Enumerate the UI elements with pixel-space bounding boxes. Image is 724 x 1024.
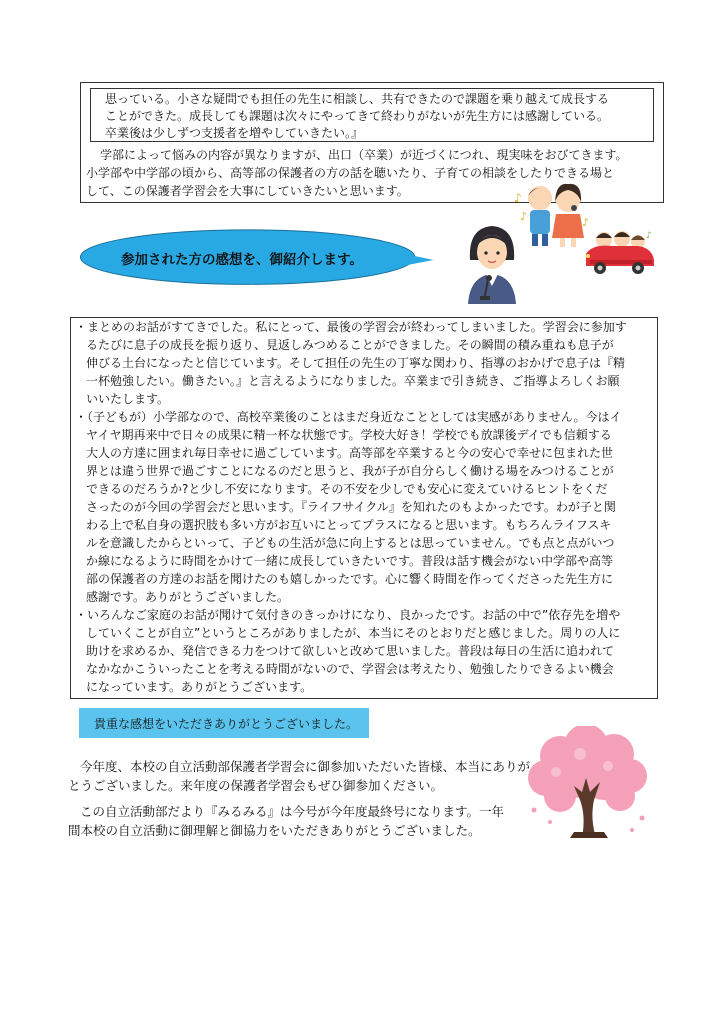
cherry-blossom-tree-icon: [520, 726, 654, 840]
impression-line: 一杯勉強したい。働きたい。』と言えるようになりました。卒業まで引き続き、ご指導よろしくお願: [86, 374, 620, 388]
impression-line: なかなかこういったことを考える時間がないので、学習会は考えたり、勉強したりできるよい機会: [86, 662, 614, 676]
impression-line: か線になるように時間をかけて一緒に成長していきたいです。普段は話す機会がない中学部や高等: [86, 554, 614, 568]
quote-line: 卒業後は少しずつ支援者を増やしていきたい。』: [105, 126, 364, 140]
closing-line: とうございました。来年度の保護者学習会もぜひ御参加ください。: [68, 778, 444, 793]
impression-line: 感謝です。ありがとうございました。: [86, 590, 290, 604]
impression-line: 界とは違う世界で過ごすことになるのだと思うと、我が子が自分らしく働ける場をみつけることが: [86, 464, 614, 478]
impression-line: できるのだろうか?と少し不安になります。その不安を少しでも安心に変えていけるヒントをくだ: [86, 482, 608, 496]
svg-text:♪: ♪: [646, 231, 652, 241]
impression-line: していくことが自立”というところがありましたが、本当にそのとおりだと感じました。周りの人に: [86, 626, 621, 640]
impression-line: 部の保護者の方達のお話を聞けたのも嬉しかったです。心に響く時間を作ってくださった先生方に: [86, 572, 614, 586]
thanks-banner-text: 貴重な感想をいただきありがとうございました。: [94, 717, 359, 731]
impression-line: ルを意識したからといって、子どもの生活が急に向上するとは思っていません。でも点と点がいつ: [86, 536, 615, 550]
intro-paragraph-line: 小学部や中学部の頃から、高等部の保護者の方の話を聴いたり、子育ての相談をしたりできる場と: [86, 166, 615, 180]
impression-line: になっています。ありがとうございます。: [86, 680, 313, 694]
quote-frame: [90, 88, 654, 142]
closing-line: 間本校の自立活動に御理解と御協力をいただきありがとうございました。: [68, 823, 481, 838]
impression-line: 助けを求めるか、発信できる力をつけて欲しいと改めて思いました。普段は毎日の生活に追われて: [86, 644, 615, 658]
impression-line: さったのが今回の学習会だと思います。『ライフサイクル』を知れたのもよかったです。わが子と関: [86, 500, 616, 514]
impression-line: ・まとめのお話がすてきでした。私にとって、最後の学習会が終わってしまいました。学習会に参加す: [75, 320, 627, 334]
quote-line: 思っている。小さな疑問でも担任の先生に相談し、共有できたので課題を乗り越えて成長する: [105, 92, 610, 106]
impression-line: ・（子どもが）小学部なので、高校卒業後のことはまだ身近なこととしては実感がありません。今はイ: [75, 410, 622, 424]
family-car-icon: [582, 226, 656, 276]
impression-line: わる上で私自身の選択肢も多い方がお互いにとってプラスになると思います。もちろんライフスキ: [86, 518, 612, 532]
impression-line: ・いろんなご家庭のお話が聞けて気付きのきっかけになり、良かったです。お話の中で”依存先を増や: [75, 608, 621, 622]
closing-line: この自立活動部だより『みるみる』は今号が今年度最終号になります。一年: [80, 804, 505, 819]
svg-text:♪: ♪: [520, 210, 528, 223]
singing-kids-icon: [512, 180, 592, 248]
bubble-heading: 参加された方の感想を、御紹介します。: [121, 252, 363, 268]
intro-paragraph-line: して、この保護者学習会を大事にしていきたいと思います。: [86, 184, 409, 198]
impression-line: るたびに息子の成長を振り返り、見返しみつめることができました。その瞬間の積み重ねも息子が: [86, 338, 614, 352]
intro-paragraph-line: 学部によって悩みの内容が異なりますが、出口（卒業）が近づくにつれ、現実味をおびてきます。: [100, 148, 628, 162]
closing-line: 今年度、本校の自立活動部保護者学習会に御参加いただいた皆様、本当にありが: [80, 759, 531, 774]
svg-text:♪: ♪: [582, 216, 590, 229]
svg-text:♪: ♪: [514, 191, 522, 205]
impression-line: ヤイヤ期再来中で日々の成果に精一杯な状態です。学校大好き！学校でも放課後デイでも信頼する: [86, 428, 612, 442]
impression-line: いいたします。: [86, 392, 170, 406]
impression-line: 大人の方達に囲まれ毎日幸せに過ごしています。高等部を卒業すると今の安心で幸せに包まれた世: [86, 446, 614, 460]
impression-line: 伸びる土台になったと信じています。そして担任の先生の丁寧な関わり、指導のおかげで息子は『精: [86, 356, 626, 370]
quote-line: ことができた。成長しても課題は次々にやってきて終わりがないが先生方には感謝している。: [105, 109, 610, 123]
